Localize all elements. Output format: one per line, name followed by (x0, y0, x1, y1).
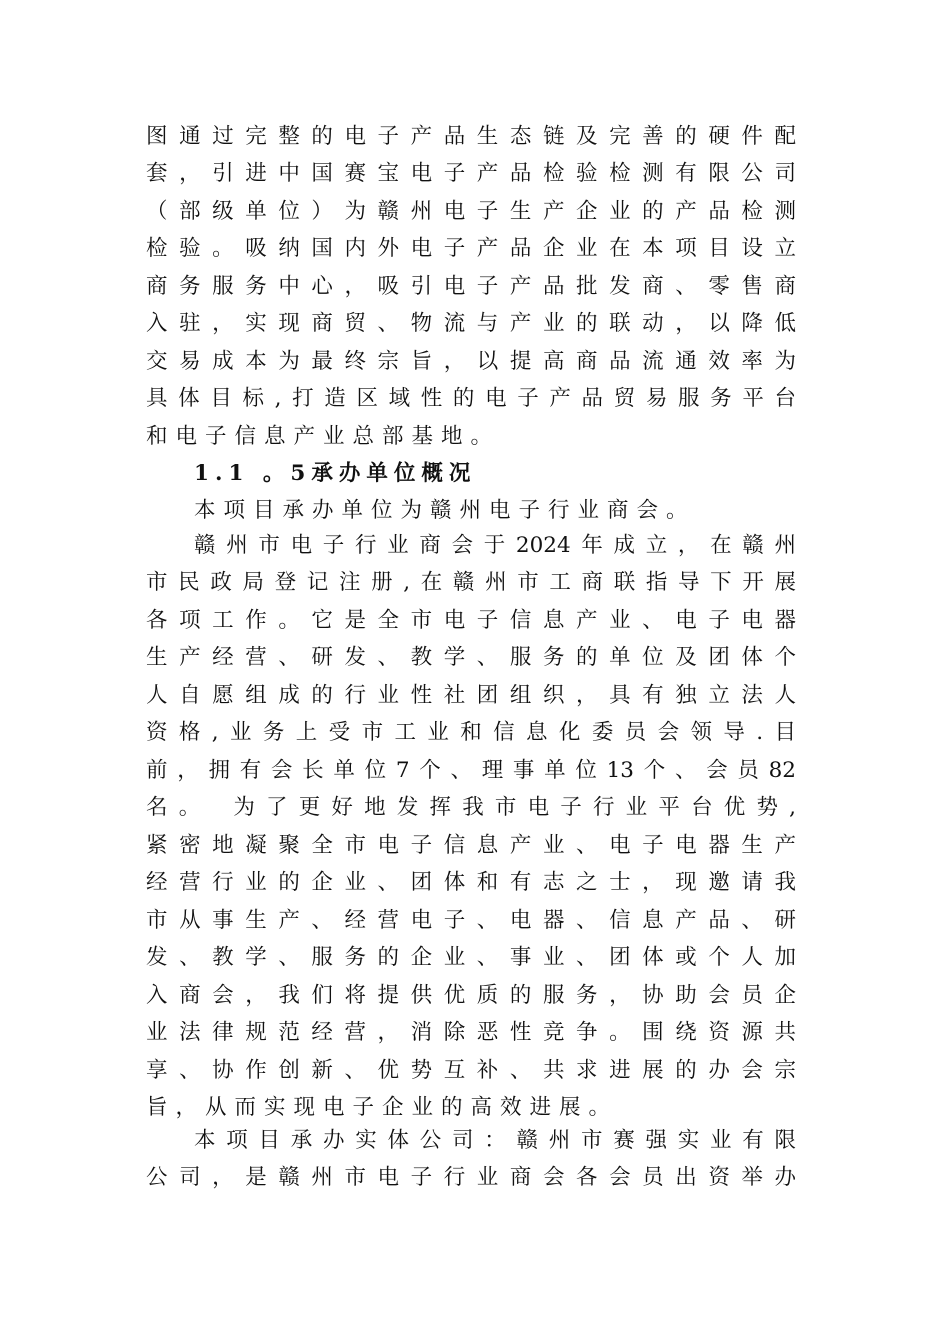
paragraph-line: 前，拥有会长单位7个、理事单位13个、会员82 (146, 758, 796, 783)
paragraph-line: 本项目承办单位为赣州电子行业商会。 (194, 498, 696, 523)
paragraph-line: 商务服务中心，吸引电子产品批发商、零售商 (146, 274, 796, 299)
paragraph-line: 交易成本为最终宗旨，以提高商品流通效率为 (146, 349, 796, 374)
paragraph-line: 市民政局登记注册,在赣州市工商联指导下开展 (146, 570, 796, 595)
paragraph-line: 生产经营、研发、教学、服务的单位及团体个 (146, 645, 796, 670)
paragraph-line: 享、协作创新、优势互补、共求进展的办会宗 (146, 1058, 796, 1083)
paragraph-line: 检验。吸纳国内外电子产品企业在本项目设立 (146, 236, 796, 261)
paragraph-line: 套，引进中国赛宝电子产品检验检测有限公司 (146, 161, 796, 186)
paragraph-line: 本项目承办实体公司：赣州市赛强实业有限 (194, 1128, 796, 1153)
paragraph-line: 入驻，实现商贸、物流与产业的联动，以降低 (146, 311, 796, 336)
paragraph-line: 入商会，我们将提供优质的服务，协助会员企 (146, 983, 796, 1008)
paragraph-line: 各项工作。它是全市电子信息产业、电子电器 (146, 608, 796, 633)
paragraph-line: 资格,业务上受市工业和信息化委员会领导.目 (146, 720, 796, 745)
paragraph-line: （部级单位）为赣州电子生产企业的产品检测 (146, 199, 796, 224)
paragraph-line: 人自愿组成的行业性社团组织，具有独立法人 (146, 683, 796, 708)
paragraph-line: 发、教学、服务的企业、事业、团体或个人加 (146, 945, 796, 970)
paragraph-line: 经营行业的企业、团体和有志之士，现邀请我 (146, 870, 796, 895)
paragraph-line: 旨，从而实现电子企业的高效进展。 (146, 1095, 619, 1120)
paragraph-line: 和电子信息产业总部基地。 (146, 424, 501, 449)
paragraph-line: 名。 为了更好地发挥我市电子行业平台优势, (146, 795, 796, 820)
paragraph-line: 业法律规范经营，消除恶性竞争。围绕资源共 (146, 1020, 796, 1045)
paragraph-line: 公司，是赣州市电子行业商会各会员出资举办 (146, 1165, 796, 1190)
paragraph-line: 市从事生产、经营电子、电器、信息产品、研 (146, 908, 796, 933)
paragraph-line: 具体目标,打造区域性的电子产品贸易服务平台 (146, 386, 796, 411)
paragraph-line: 图通过完整的电子产品生态链及完善的硬件配 (146, 124, 796, 149)
section-heading: 1.1 。5承办单位概况 (194, 461, 477, 486)
paragraph-line: 紧密地凝聚全市电子信息产业、电子电器生产 (146, 833, 796, 858)
paragraph-line: 赣州市电子行业商会于2024年成立，在赣州 (194, 533, 796, 558)
